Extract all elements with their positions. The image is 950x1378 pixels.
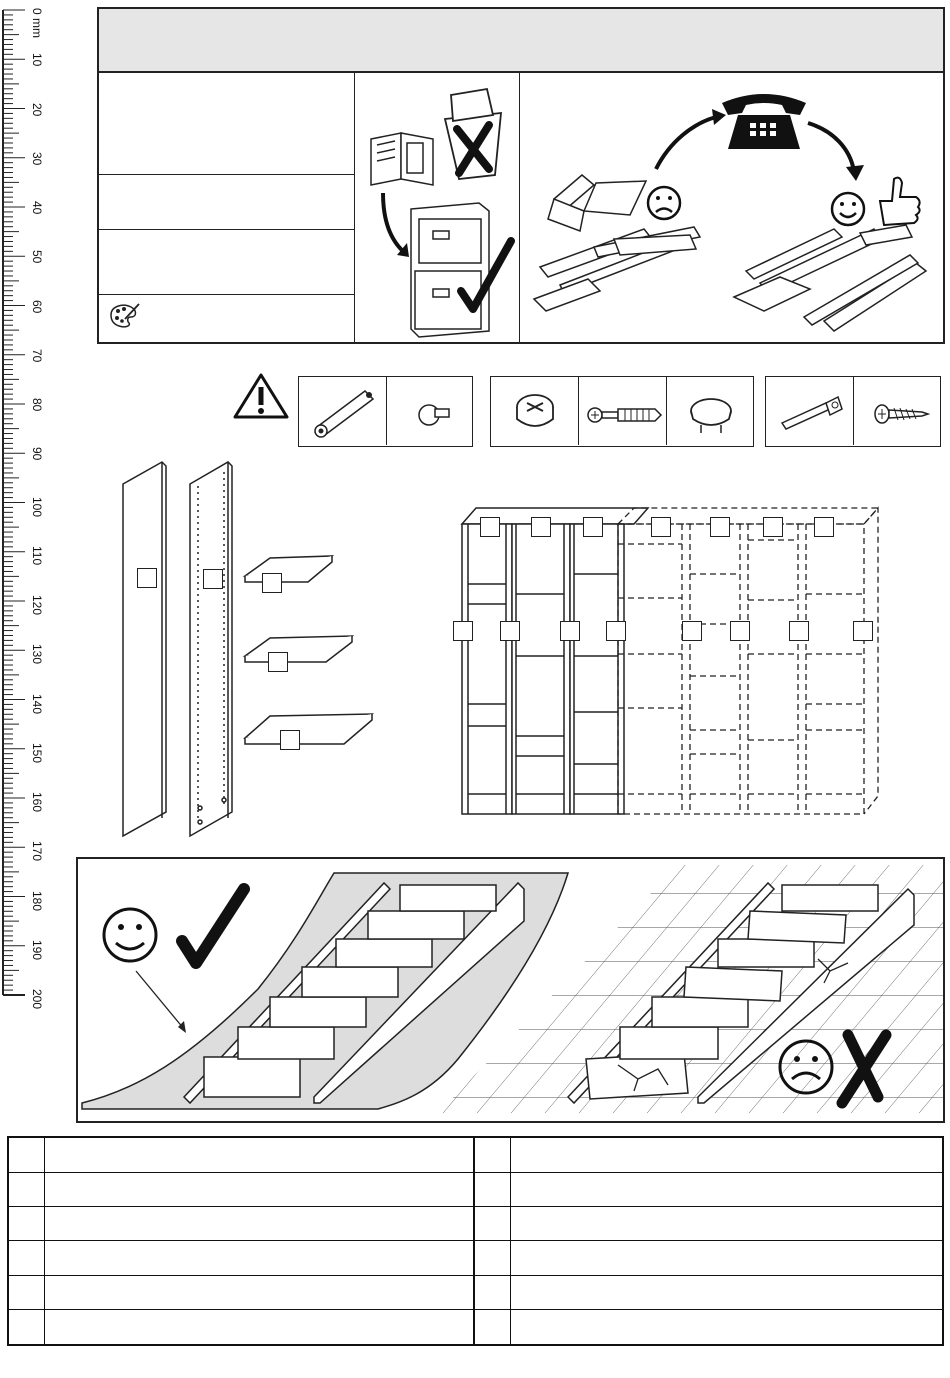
ruler-mark-label: 130 [30, 644, 44, 665]
parts-table-right-desc [511, 1172, 943, 1206]
panel-parts-diagram [118, 458, 378, 840]
part-label-box [531, 517, 551, 537]
ruler-mark-label: 140 [30, 693, 44, 714]
part-label-box [789, 621, 809, 641]
part-label-box [500, 621, 520, 641]
palette-icon [107, 301, 141, 329]
ruler-mark-label: 30 [30, 151, 44, 166]
ruler-mark-label: 120 [30, 595, 44, 616]
parts-table-row [8, 1241, 943, 1275]
documents-keep-icon [361, 81, 516, 339]
parts-table-row [8, 1172, 943, 1206]
phone-support-icon [524, 79, 944, 341]
part-label-box [682, 621, 702, 641]
hardware-group-1 [298, 376, 473, 447]
parts-table-left-desc [44, 1310, 474, 1345]
parts-table-row [8, 1275, 943, 1309]
ruler-mark-label: 60 [30, 299, 44, 313]
parts-table-row [8, 1310, 943, 1345]
floor-protection-panel [76, 857, 945, 1123]
ruler-mark-label: 90 [30, 447, 44, 461]
parts-table-right-desc [511, 1241, 943, 1275]
part-label-box [606, 621, 626, 641]
part-label-box [203, 569, 223, 589]
ruler-mark-label: 100 [30, 496, 44, 517]
parts-table-left-no [8, 1310, 44, 1345]
ruler-mark-label: 190 [30, 939, 44, 960]
ruler-mark-label: 50 [30, 250, 44, 264]
part-label-box [280, 730, 300, 750]
part-label-box [853, 621, 873, 641]
floor-protection-illustration [78, 859, 943, 1121]
part-label-box [268, 652, 288, 672]
parts-table-left-no [8, 1275, 44, 1309]
parts-table-right-no [474, 1172, 510, 1206]
part-label-box [651, 517, 671, 537]
parts-table-left-no [8, 1172, 44, 1206]
ruler-mark-label: 200 [30, 989, 44, 1010]
parts-table-right-desc [511, 1275, 943, 1309]
part-label-box [583, 517, 603, 537]
part-label-box [814, 517, 834, 537]
ruler-mark-label: 170 [30, 841, 44, 862]
parts-table-row [8, 1206, 943, 1240]
parts-table-right-no [474, 1275, 510, 1309]
parts-list-table [7, 1136, 944, 1346]
ruler-unit-label: 0 mm [30, 8, 44, 38]
cover-cap-icon [687, 395, 737, 439]
ruler-mark-label: 180 [30, 890, 44, 911]
parts-table-right-no [474, 1206, 510, 1240]
ruler-mark-label: 150 [30, 742, 44, 763]
part-label-box [262, 573, 282, 593]
ruler-mark-label: 10 [30, 53, 44, 67]
parts-table-right-desc [511, 1206, 943, 1240]
parts-table-left-no [8, 1241, 44, 1275]
parts-table-row [8, 1137, 943, 1172]
ruler-mark-label: 80 [30, 398, 44, 412]
ruler-mark-label: 70 [30, 348, 44, 363]
info-panels [97, 71, 945, 344]
part-label-box [453, 621, 473, 641]
warning-icon [232, 372, 290, 420]
cam-lock-icon [511, 389, 561, 435]
hinge-pin-icon [307, 383, 381, 441]
part-label-box [730, 621, 750, 641]
parts-table-right-desc [511, 1137, 943, 1172]
parts-table-left-desc [44, 1172, 474, 1206]
part-label-box [763, 517, 783, 537]
ruler-mark-label: 160 [30, 792, 44, 813]
ruler-mark-label: 20 [30, 102, 44, 116]
parts-table-right-no [474, 1310, 510, 1345]
bookcase-assembly-diagram [458, 504, 882, 818]
parts-table-left-desc [44, 1206, 474, 1240]
parts-table-left-desc [44, 1241, 474, 1275]
hardware-group-2 [490, 376, 754, 447]
part-label-box [710, 517, 730, 537]
angle-bracket-icon [778, 391, 846, 435]
parts-table-right-desc [511, 1310, 943, 1345]
parts-table-left-desc [44, 1275, 474, 1309]
cam-bolt-icon [585, 403, 663, 427]
mm-ruler [0, 0, 60, 1010]
wood-screw-icon [872, 401, 930, 427]
parts-table-right-no [474, 1137, 510, 1172]
ruler-mark-label: 110 [30, 545, 44, 565]
hardware-group-3 [765, 376, 941, 447]
parts-table-left-no [8, 1206, 44, 1240]
parts-table-left-no [8, 1137, 44, 1172]
part-label-box [560, 621, 580, 641]
parts-table-right-no [474, 1241, 510, 1275]
part-label-box [480, 517, 500, 537]
part-label-box [137, 568, 157, 588]
ruler-mark-label: 40 [30, 201, 44, 215]
parts-table-left-desc [44, 1137, 474, 1172]
shelf-support-icon [411, 395, 451, 431]
page-header [97, 7, 945, 73]
